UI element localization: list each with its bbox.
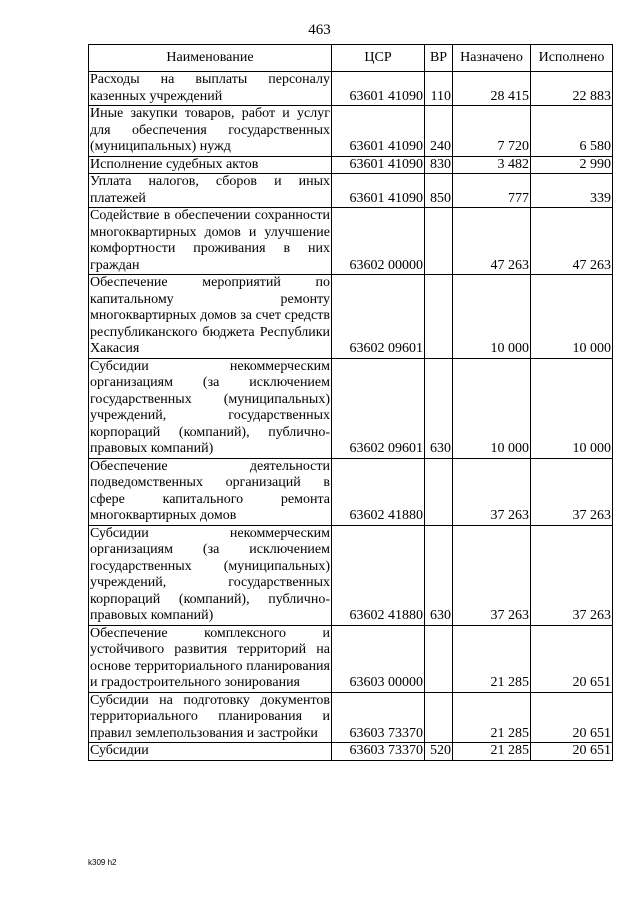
row-naznacheno: 37 263 <box>453 458 531 525</box>
row-vr: 850 <box>425 174 453 208</box>
row-naznacheno: 21 285 <box>453 743 531 761</box>
row-name: Содействие в обеспечении сохранности многоквартирных домов и улучшение комфортности проживания в них граждан <box>90 208 330 273</box>
header-name: Наименование <box>89 45 332 72</box>
table-row <box>89 275 613 359</box>
row-ispolneno: 22 883 <box>531 72 613 106</box>
row-ispolneno: 37 263 <box>531 458 613 525</box>
table-row <box>89 458 613 525</box>
row-csr: 63601 41090 <box>332 156 425 174</box>
table-row <box>89 174 613 208</box>
row-name: Субсидии некоммерческим организациям (за исключением государственных (муниципальных) учреждений, государственных корпораций (компаний), публично-правовых компаний) <box>90 358 330 456</box>
row-csr: 63603 00000 <box>332 625 425 692</box>
row-ispolneno: 20 651 <box>531 743 613 761</box>
table-row <box>89 72 613 106</box>
row-naznacheno: 28 415 <box>453 72 531 106</box>
row-ispolneno: 2 990 <box>531 156 613 174</box>
budget-table <box>88 44 613 761</box>
header-csr: ЦСР <box>332 45 425 72</box>
row-csr: 63602 41880 <box>332 525 425 625</box>
row-name: Субсидии на подготовку документов территориального планирования и правил землепользования и застройки <box>90 692 330 741</box>
row-csr: 63602 09601 <box>332 358 425 458</box>
row-name: Иные закупки товаров, работ и услуг для обеспечения государственных (муниципальных) нужд <box>90 106 330 154</box>
row-ispolneno: 47 263 <box>531 208 613 275</box>
table-row <box>89 692 613 743</box>
table-header-row <box>89 45 613 72</box>
row-csr: 63602 09601 <box>332 275 425 359</box>
table-row <box>89 156 613 174</box>
row-csr: 63601 41090 <box>332 72 425 106</box>
row-name: Обеспечение комплексного и устойчивого развития территорий на основе территориального планирования и градостроительного зонирования <box>90 625 330 690</box>
row-vr <box>425 208 453 275</box>
row-csr: 63601 41090 <box>332 106 425 157</box>
row-name: Субсидии некоммерческим организациям (за исключением государственных (муниципальных) учреждений, государственных корпораций (компаний), публично-правовых компаний) <box>90 525 330 623</box>
row-ispolneno: 10 000 <box>531 358 613 458</box>
row-name: Расходы на выплаты персоналу казенных учреждений <box>90 72 330 104</box>
row-csr: 63601 41090 <box>332 174 425 208</box>
row-name: Исполнение судебных актов <box>89 156 332 174</box>
row-name: Обеспечение мероприятий по капитальному ремонту многоквартирных домов за счет средств республиканского бюджета Республики Хакасия <box>90 275 330 356</box>
row-vr: 110 <box>425 72 453 106</box>
row-naznacheno: 3 482 <box>453 156 531 174</box>
row-vr: 520 <box>425 743 453 761</box>
row-csr: 63602 41880 <box>332 458 425 525</box>
row-csr: 63602 00000 <box>332 208 425 275</box>
row-vr: 630 <box>425 525 453 625</box>
row-ispolneno: 339 <box>531 174 613 208</box>
row-ispolneno: 6 580 <box>531 106 613 157</box>
page-number: 463 <box>308 22 331 38</box>
header-ispolneno: Исполнено <box>531 45 613 72</box>
table-row <box>89 625 613 692</box>
footer-document-code: k309 h2 <box>88 858 117 867</box>
table-row <box>89 106 613 157</box>
table-row <box>89 525 613 625</box>
row-naznacheno: 10 000 <box>453 358 531 458</box>
table-row <box>89 208 613 275</box>
row-csr: 63603 73370 <box>332 692 425 743</box>
header-vr: ВР <box>425 45 453 72</box>
row-vr <box>425 625 453 692</box>
table-row <box>89 358 613 458</box>
row-vr: 830 <box>425 156 453 174</box>
header-naznacheno: Назначено <box>453 45 531 72</box>
row-naznacheno: 21 285 <box>453 625 531 692</box>
row-ispolneno: 10 000 <box>531 275 613 359</box>
row-ispolneno: 20 651 <box>531 692 613 743</box>
row-csr: 63603 73370 <box>332 743 425 761</box>
row-name: Обеспечение деятельности подведомственных организаций в сфере капитального ремонта многоквартирных домов <box>90 458 330 523</box>
row-naznacheno: 10 000 <box>453 275 531 359</box>
row-naznacheno: 777 <box>453 174 531 208</box>
table-row <box>89 743 613 761</box>
row-naznacheno: 47 263 <box>453 208 531 275</box>
row-ispolneno: 20 651 <box>531 625 613 692</box>
row-ispolneno: 37 263 <box>531 525 613 625</box>
row-naznacheno: 21 285 <box>453 692 531 743</box>
row-vr: 630 <box>425 358 453 458</box>
row-name: Уплата налогов, сборов и иных платежей <box>90 174 330 206</box>
row-vr <box>425 275 453 359</box>
row-naznacheno: 7 720 <box>453 106 531 157</box>
row-vr: 240 <box>425 106 453 157</box>
row-vr <box>425 692 453 743</box>
row-name: Субсидии <box>89 743 332 761</box>
row-naznacheno: 37 263 <box>453 525 531 625</box>
row-vr <box>425 458 453 525</box>
